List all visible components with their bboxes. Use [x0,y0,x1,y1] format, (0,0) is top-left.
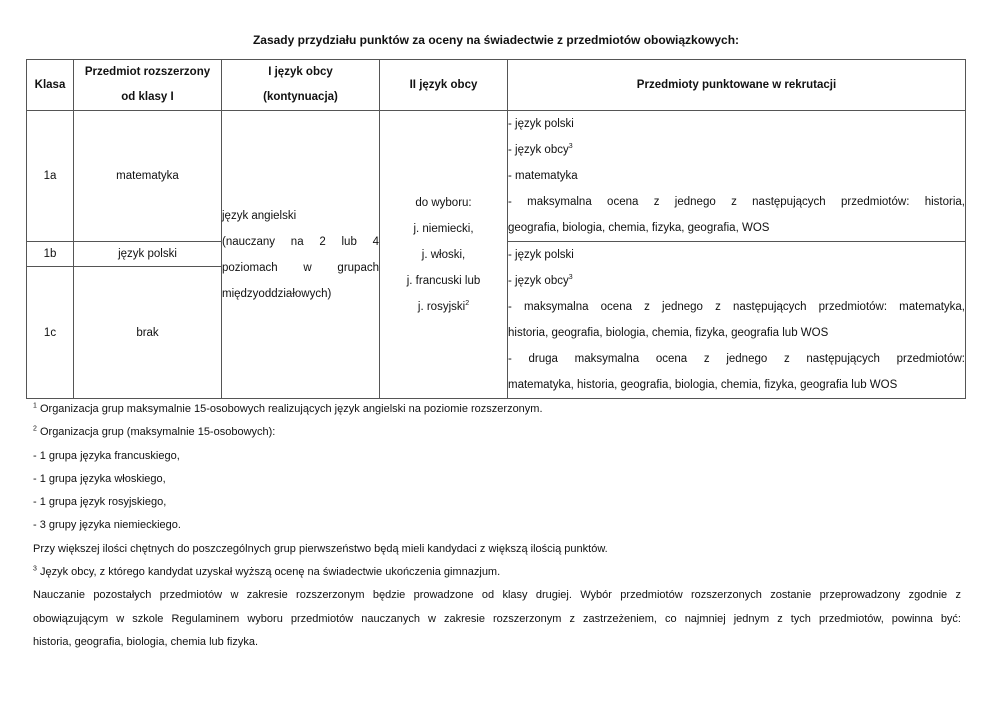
cell-przedmioty-1a [508,111,966,242]
group-item: - 1 grupa języka francuskiego, [33,449,180,462]
header-jezyk1 [222,60,380,111]
przedmioty-line: - maksymalna ocena z jednego z następujących przedmiotów: historia, [508,196,965,208]
jezyk1-line: poziomach w grupach [222,261,379,274]
przedmioty-line: - język polski [508,249,574,261]
przedmioty-line: - język polski [508,118,574,130]
przedmioty-line [508,268,965,294]
footnote-2 [33,421,961,444]
przedmioty-line: - matematyka [508,170,578,182]
przedmioty-line: geografia, biologia, chemia, fizyka, geografia, WOS [508,222,770,234]
footnote-ref: 3 [568,143,573,151]
group-item: - 1 grupa języka włoskiego, [33,472,166,485]
table-header-row [27,60,966,111]
footnote-ref: 3 [568,274,573,282]
paragraph-line: historia, geografia, biologia, chemia lub fizyka. [33,635,259,648]
jezyk2-line: j. niemiecki, [413,222,474,235]
footnote-ref: 2 [465,299,470,307]
page-title: Zasady przydziału punktów za oceny na świadectwie z przedmiotów obowiązkowych: [252,33,740,47]
footnote-marker: 1 [33,402,37,410]
footnote-3 [33,561,961,584]
points-table [26,59,966,399]
paragraph-line: obowiązującym w szkole Regulaminem wyboru przedmiotów nauczanych w zakresie rozszerzonym z zastrzeżeniem, co najmniej jednym z tych przedmiotów, powinna być: [33,612,961,625]
footnote-text: Organizacja grup (maksymalnie 15-osobowych): [39,426,276,439]
cell-rozszerzony: brak [74,267,222,399]
przedmioty-line: matematyka, historia, geografia, biologia, chemia, fizyka, geografia lub WOS [508,379,898,391]
przedmioty-line: - maksymalna ocena z jednego z następujących przedmiotów: matematyka, [508,301,965,313]
footnote-marker: 2 [33,425,37,433]
przedmioty-line: - druga maksymalna ocena z jednego z następujących przedmiotów: [508,353,965,365]
cell-klasa: 1c [27,267,74,399]
jezyk2-line: j. francuski lub [406,274,481,287]
header-przedmioty: Przedmioty punktowane w rekrutacji [508,60,966,111]
footnote-marker: 3 [33,565,37,573]
header-jezyk2: II język obcy [380,60,508,111]
priority-note: Przy większej ilości chętnych do poszczególnych grup pierwszeństwo będą mieli kandydaci z większą ilością punktów. [33,542,608,555]
przedmioty-line [508,137,965,163]
jezyk2-line-text: j. rosyjski [417,300,466,313]
header-jezyk1-line1: I język obcy [268,66,333,78]
cell-jezyk1 [222,111,380,399]
jezyk2-line: j. włoski, [421,248,466,261]
header-klasa: Klasa [27,60,74,111]
header-przedmiot-rozszerzony [74,60,222,111]
paragraph-line: Nauczanie pozostałych przedmiotów w zakresie rozszerzonym będzie prowadzone od klasy drugiej. Wybór przedmiotów rozszerzonych zostanie przeprowadzony zgodnie z [33,589,961,602]
cell-przedmioty-1bc [508,242,966,399]
cell-klasa: 1b [27,242,74,267]
table-row [27,111,966,242]
przedmioty-line-text: - język obcy [508,275,569,287]
cell-jezyk2 [380,111,508,399]
group-item: - 3 grupy języka niemieckiego. [33,519,181,532]
footnote-text: Język obcy, z którego kandydat uzyskał wyższą ocenę na świadectwie ukończenia gimnazjum. [39,566,501,579]
footnotes [33,398,961,654]
przedmioty-line: historia, geografia, biologia, chemia, fizyka, geografia lub WOS [508,327,829,339]
jezyk1-line: (nauczany na 2 lub 4 [222,235,379,248]
footnote-text: Organizacja grup maksymalnie 15-osobowych realizujących język angielski na poziomie rozszerzonym. [39,403,543,415]
cell-klasa: 1a [27,111,74,242]
header-jezyk1-line2: (kontynuacja) [263,91,338,103]
header-rozszerzony-line1: Przedmiot rozszerzony [84,66,211,78]
group-item: - 1 grupa język rosyjskiego, [33,496,167,509]
jezyk2-line: do wyboru: [415,196,472,209]
jezyk1-line: język angielski [222,209,297,222]
przedmioty-line-text: - język obcy [508,144,569,156]
header-rozszerzony-line2: od klasy I [121,91,174,103]
cell-rozszerzony: język polski [74,242,222,267]
jezyk1-line: międzyoddziałowych) [222,287,332,300]
footnote-1 [33,398,961,421]
jezyk2-line-last [380,294,507,320]
cell-rozszerzony: matematyka [74,111,222,242]
